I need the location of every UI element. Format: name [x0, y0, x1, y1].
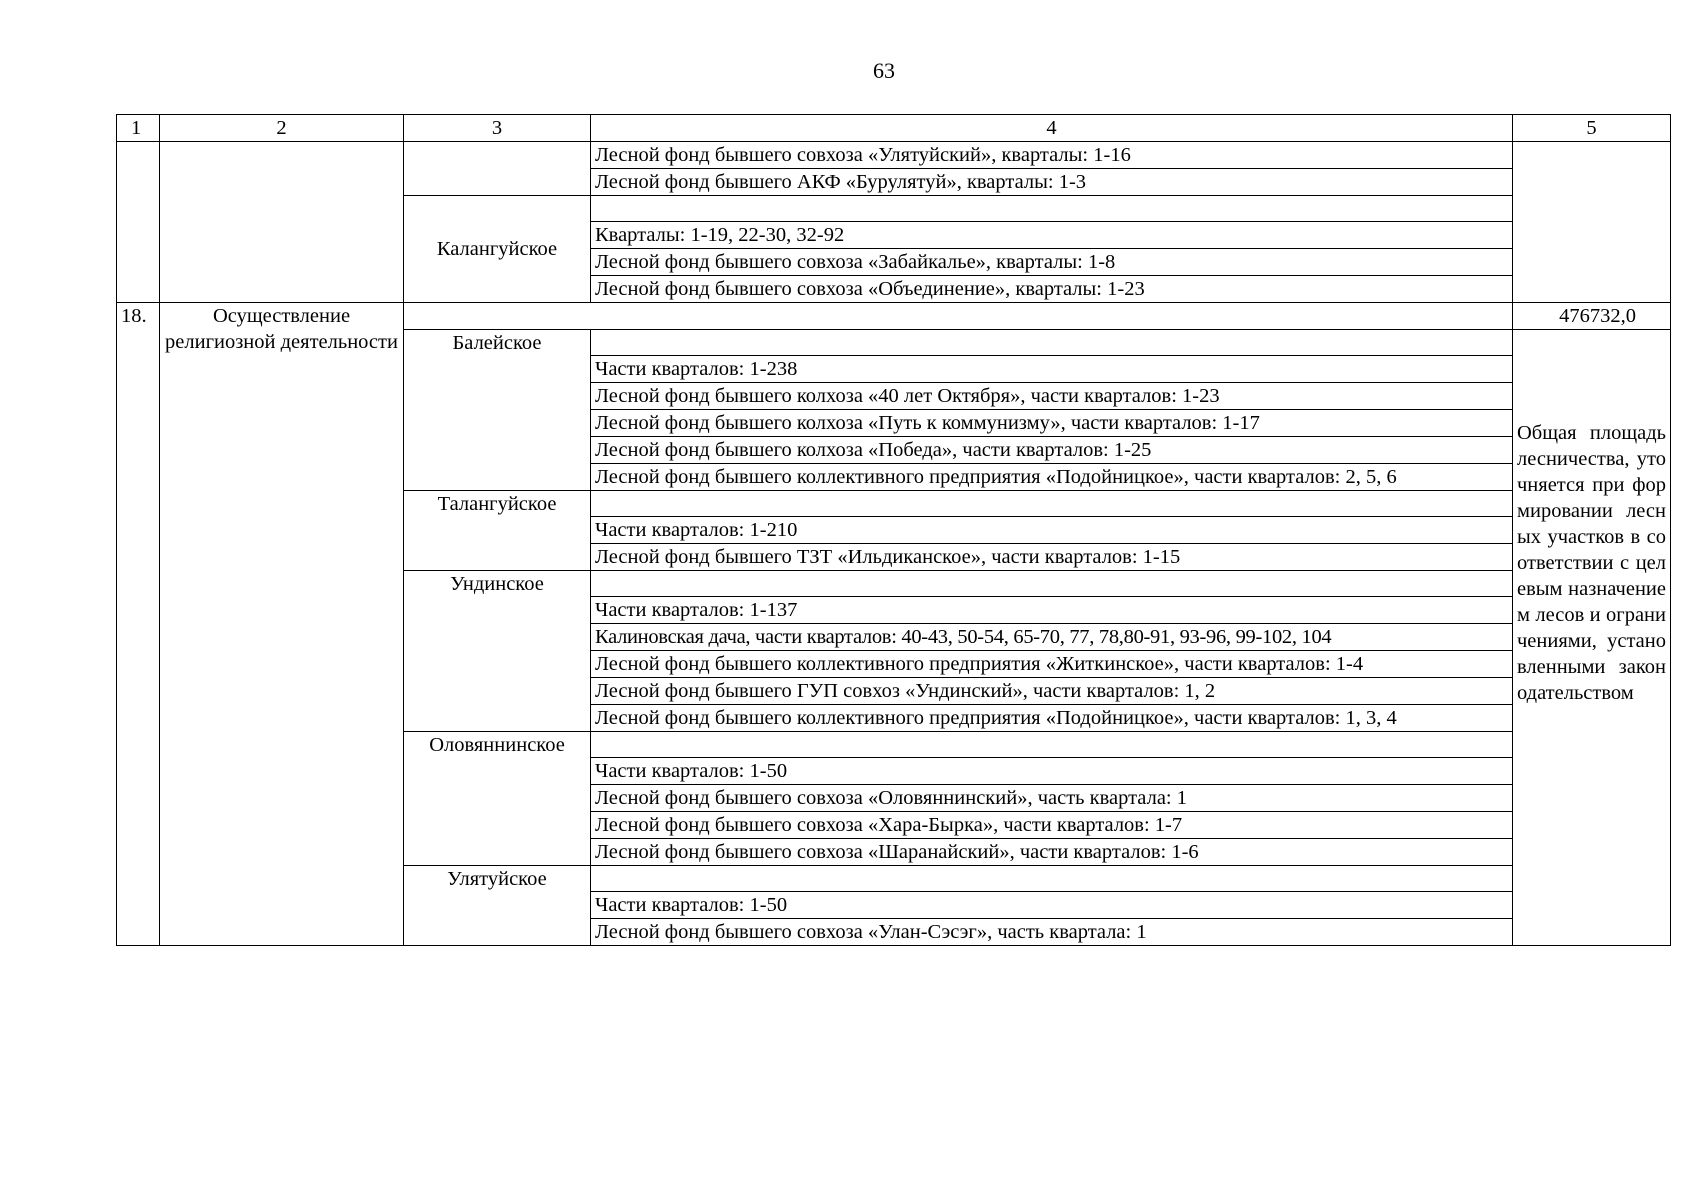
area-value: 476732,0 — [1513, 303, 1671, 330]
quarter-line: Части кварталов: 1-210 — [591, 517, 1513, 544]
quarter-line — [591, 866, 1513, 892]
subdivision-name: Талангуйское — [404, 491, 591, 571]
quarter-line — [591, 330, 1513, 356]
quarter-line: Кварталы: 1-19, 22-30, 32-92 — [591, 222, 1513, 249]
quarter-line: Лесной фонд бывшего совхоза «Улятуйский», кварталы: 1-16 — [591, 142, 1513, 169]
quarter-line: Лесной фонд бывшего колхоза «Победа», части кварталов: 1-25 — [591, 437, 1513, 464]
col-header-4: 4 — [591, 115, 1513, 142]
page-number: 63 — [873, 58, 895, 83]
quarter-line: Лесной фонд бывшего совхоза «Забайкалье», кварталы: 1-8 — [591, 249, 1513, 276]
subdivision-name: Оловяннинское — [404, 732, 591, 866]
quarter-line — [591, 571, 1513, 597]
quarter-line: Части кварталов: 1-50 — [591, 892, 1513, 919]
quarter-line — [591, 732, 1513, 758]
quarter-line: Лесной фонд бывшего АКФ «Бурулятуй», кварталы: 1-3 — [591, 169, 1513, 196]
quarter-line: Лесной фонд бывшего колхоза «Путь к коммунизму», части кварталов: 1-17 — [591, 410, 1513, 437]
table-row — [117, 142, 1671, 169]
table-row — [117, 303, 1671, 330]
quarter-line: Лесной фонд бывшего совхоза «Шаранайский», части кварталов: 1-6 — [591, 839, 1513, 866]
quarter-line: Лесной фонд бывшего совхоза «Хара-Бырка», части кварталов: 1-7 — [591, 812, 1513, 839]
row18-blank-cell — [404, 303, 1513, 330]
quarter-line: Части кварталов: 1-137 — [591, 597, 1513, 624]
quarter-line: Лесной фонд бывшего коллективного предприятия «Житкинское», части кварталов: 1-4 — [591, 651, 1513, 678]
cont-number-cell — [117, 142, 160, 303]
header-row — [117, 115, 1671, 142]
quarter-line: Лесной фонд бывшего ГУП совхоз «Ундинский», части кварталов: 1, 2 — [591, 678, 1513, 705]
area-note-text: Общая площадь лесничества, уточняется при формировании лесных участков в соответствии с целевым назначением лесов и ограничениями, установленными законодательством — [1517, 422, 1666, 704]
subdivision-name: Калангуйское — [404, 196, 591, 303]
col-header-1: 1 — [117, 115, 160, 142]
quarter-line: Части кварталов: 1-238 — [591, 356, 1513, 383]
cont-subdivision-cell — [404, 142, 591, 196]
subdivision-name: Балейское — [404, 330, 591, 491]
cont-area-cell — [1513, 142, 1671, 303]
quarter-line: Лесной фонд бывшего совхоза «Оловяннинский», часть квартала: 1 — [591, 785, 1513, 812]
quarter-line: Калиновская дача, части кварталов: 40-43, 50-54, 65-70, 77, 78,80-91, 93-96, 99-102, 104 — [591, 624, 1513, 651]
forest-table — [116, 114, 1671, 946]
activity-type: Осуществление религиозной деятельности — [160, 303, 404, 946]
quarter-line — [591, 196, 1513, 222]
subdivision-name: Ундинское — [404, 571, 591, 732]
area-note — [1513, 330, 1671, 946]
subdivision-name: Улятуйское — [404, 866, 591, 946]
col-header-2: 2 — [160, 115, 404, 142]
quarter-line: Лесной фонд бывшего колхоза «40 лет Октября», части кварталов: 1-23 — [591, 383, 1513, 410]
quarter-line: Лесной фонд бывшего совхоза «Объединение», кварталы: 1-23 — [591, 276, 1513, 303]
quarter-line: Лесной фонд бывшего ТЗТ «Ильдиканское», части кварталов: 1-15 — [591, 544, 1513, 571]
col-header-5: 5 — [1513, 115, 1671, 142]
quarter-line: Лесной фонд бывшего коллективного предприятия «Подойницкое», части кварталов: 1, 3, 4 — [591, 705, 1513, 732]
quarter-line: Лесной фонд бывшего коллективного предприятия «Подойницкое», части кварталов: 2, 5, 6 — [591, 464, 1513, 491]
quarter-line: Части кварталов: 1-50 — [591, 758, 1513, 785]
row-number: 18. — [117, 303, 160, 946]
col-header-3: 3 — [404, 115, 591, 142]
cont-activity-cell — [160, 142, 404, 303]
quarter-line — [591, 491, 1513, 517]
quarter-line: Лесной фонд бывшего совхоза «Улан-Сэсэг», часть квартала: 1 — [591, 919, 1513, 946]
